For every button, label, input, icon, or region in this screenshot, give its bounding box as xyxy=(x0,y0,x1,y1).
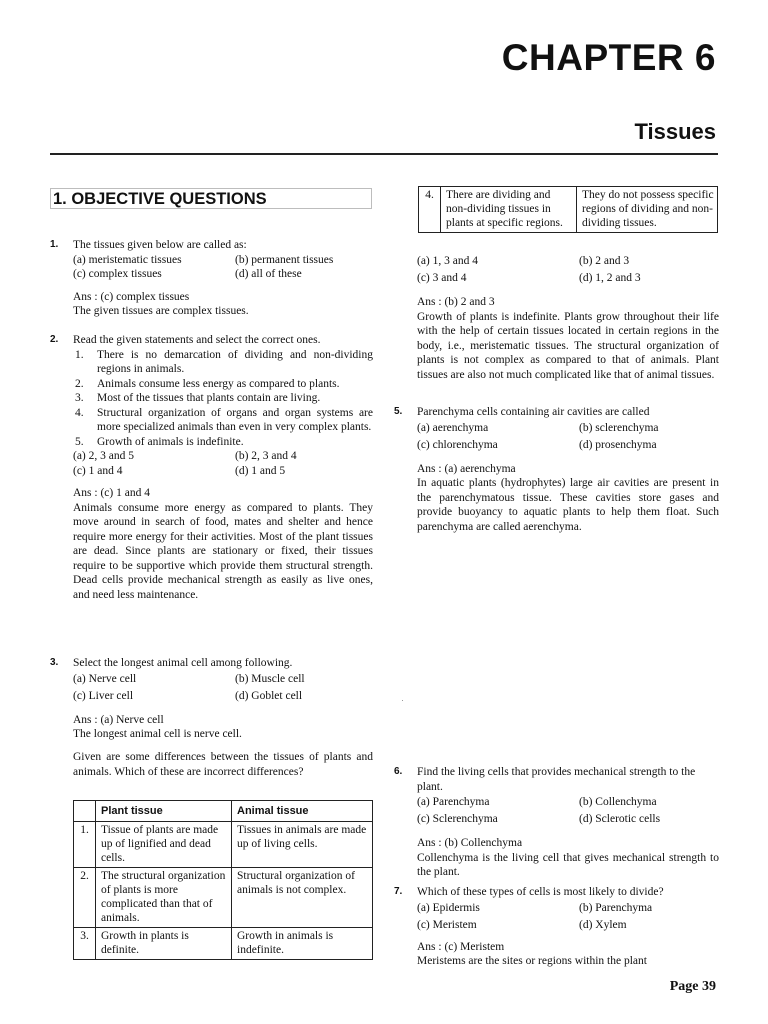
option-b: (b) Collenchyma xyxy=(579,796,657,808)
explanation: The given tissues are complex tissues. xyxy=(73,305,249,317)
question-5 xyxy=(394,405,719,534)
statement-text: Structural organization of organs and organ systems are more specialized animals than even in very complex plants. xyxy=(97,406,373,433)
table-row xyxy=(74,928,373,960)
option-c: (c) 3 and 4 xyxy=(417,272,467,284)
explanation: Collenchyma is the living cell that gives mechanical strength to the plant. xyxy=(417,851,719,878)
scan-speck xyxy=(402,700,403,701)
row-number: 4. xyxy=(419,187,441,233)
question-6 xyxy=(394,765,719,880)
statement-3 xyxy=(73,391,373,406)
statement-text: There is no demarcation of dividing and non-dividing regions in animals. xyxy=(97,348,373,375)
plant-cell: There are dividing and non-dividing tissues in plants at specific regions. xyxy=(441,187,577,233)
statement-number: 2. xyxy=(75,377,84,390)
question-options xyxy=(73,671,373,705)
question-number: 1. xyxy=(50,239,59,250)
option-b: (b) permanent tissues xyxy=(235,253,334,266)
answer: Ans : (a) aerenchyma xyxy=(417,462,516,475)
question-2 xyxy=(50,333,373,602)
option-c: (c) Meristem xyxy=(417,918,477,931)
option-a: (a) Nerve cell xyxy=(73,672,137,685)
option-b: (b) Parenchyma xyxy=(579,901,653,914)
explanation: Animals consume more energy as compared to plants. They move around in search of food, mates and shelter and hence require more energy for their activities. Most of the plant tissues are dead. Since plants are stationary or fixed, their tissues require to be supportive which provide them structural strength. Dead cells provide mechanical strength as easily as live ones, and need less maintenance. xyxy=(73,501,373,601)
statement-text: Animals consume less energy as compared to plants. xyxy=(97,377,340,390)
question-4-answer xyxy=(417,253,719,382)
answer: Ans : (b) 2 and 3 xyxy=(417,296,495,308)
option-b: (b) sclerenchyma xyxy=(579,421,659,434)
answer: Ans : (c) complex tissues xyxy=(73,290,190,303)
statement-5 xyxy=(73,435,373,450)
section-heading: 1. OBJECTIVE QUESTIONS xyxy=(50,188,372,209)
header-rule xyxy=(50,153,718,155)
question-options xyxy=(417,794,719,828)
option-a: (a) 1, 3 and 4 xyxy=(417,255,478,267)
page-number: Page 39 xyxy=(669,979,716,994)
table-row xyxy=(419,187,718,233)
question-stem: Select the longest animal cell among following. xyxy=(73,657,293,669)
animal-cell: Growth in animals is indefinite. xyxy=(232,928,373,960)
option-d: (d) Sclerotic cells xyxy=(579,813,661,825)
option-d: (d) 1, 2 and 3 xyxy=(579,272,641,284)
statement-text: Most of the tissues that plants contain are living. xyxy=(97,392,321,404)
option-c: (c) Liver cell xyxy=(73,689,134,702)
question-3 xyxy=(50,656,373,742)
option-d: (d) all of these xyxy=(235,268,302,280)
question-options xyxy=(417,900,719,934)
question-options xyxy=(417,420,719,454)
option-a: (a) meristematic tissues xyxy=(73,253,182,266)
question-stem: Find the living cells that provides mechanical strength to the plant. xyxy=(417,766,696,793)
statement-1 xyxy=(73,348,373,377)
column-header-plant: Plant tissue xyxy=(96,801,232,822)
answer: Ans : (b) Collenchyma xyxy=(417,837,523,849)
page-title: Tissues xyxy=(634,119,716,144)
statement-text: Growth of animals is indefinite. xyxy=(97,435,244,448)
question-stem: Parenchyma cells containing air cavities are called xyxy=(417,406,650,418)
option-c: (c) 1 and 4 xyxy=(73,464,123,477)
plant-cell: Tissue of plants are made up of lignified and dead cells. xyxy=(96,822,232,868)
option-d: (d) Goblet cell xyxy=(235,689,303,702)
animal-cell: Structural organization of animals is not complex. xyxy=(232,868,373,928)
statement-number: 4. xyxy=(75,406,84,419)
explanation: Meristems are the sites or regions within the plant xyxy=(417,955,647,967)
question-stem: Read the given statements and select the correct ones. xyxy=(73,334,321,346)
statement-number: 1. xyxy=(75,348,84,361)
question-number: 3. xyxy=(50,657,59,668)
explanation: In aquatic plants (hydrophytes) large air cavities are present in the parenchymatous tissue. These cavities store gases and provide buoyancy to aquatic plants to help them float. Such parenchyma are called aerenchyma. xyxy=(417,477,719,533)
option-d: (d) Xylem xyxy=(579,918,627,931)
option-d: (d) 1 and 5 xyxy=(235,464,286,477)
animal-cell: Tissues in animals are made up of living cells. xyxy=(232,822,373,868)
question-7 xyxy=(394,885,719,969)
question-stem: The tissues given below are called as: xyxy=(73,239,247,251)
explanation: The longest animal cell is nerve cell. xyxy=(73,728,242,740)
question-number: 5. xyxy=(394,406,403,417)
explanation: Growth of plants is indefinite. Plants grow throughout their life with the help of certain tissues located in certain regions in the body, i.e., meristematic tissues. The structural organization of plants is not complex as compared to that of animals. Plant tissues are also not much complicated like that of animal tissues. xyxy=(417,310,719,381)
option-b: (b) 2 and 3 xyxy=(579,255,630,267)
table-row xyxy=(74,822,373,868)
plant-cell: Growth in plants is definite. xyxy=(96,928,232,960)
row-number: 1. xyxy=(74,822,96,868)
option-c: (c) complex tissues xyxy=(73,268,162,280)
answer: Ans : (c) 1 and 4 xyxy=(73,487,150,499)
question-4 xyxy=(73,750,373,779)
option-a: (a) 2, 3 and 5 xyxy=(73,450,134,462)
animal-cell: They do not possess specific regions of dividing and non-dividing tissues. xyxy=(577,187,718,233)
option-c: (c) Sclerenchyma xyxy=(417,813,498,825)
differences-table-continued xyxy=(418,186,718,233)
table-corner xyxy=(74,801,96,822)
statement-4 xyxy=(73,406,373,435)
option-a: (a) aerenchyma xyxy=(417,421,489,434)
differences-table xyxy=(73,800,373,960)
option-b: (b) Muscle cell xyxy=(235,672,305,685)
table-row xyxy=(74,868,373,928)
plant-cell: The structural organization of plants is more complicated than that of animals. xyxy=(96,868,232,928)
chapter-title: CHAPTER 6 xyxy=(501,37,716,78)
row-number: 2. xyxy=(74,868,96,928)
question-stem: Given are some differences between the tissues of plants and animals. Which of these are incorrect differences? xyxy=(73,751,373,778)
answer: Ans : (a) Nerve cell xyxy=(73,713,164,726)
column-header-animal: Animal tissue xyxy=(232,801,373,822)
answer: Ans : (c) Meristem xyxy=(417,940,505,953)
option-c: (c) chlorenchyma xyxy=(417,438,498,451)
question-number: 6. xyxy=(394,766,403,777)
statement-number: 3. xyxy=(75,392,84,404)
question-options xyxy=(73,449,373,478)
row-number: 3. xyxy=(74,928,96,960)
statement-2 xyxy=(73,377,373,392)
option-d: (d) prosenchyma xyxy=(579,438,657,451)
statement-number: 5. xyxy=(75,435,84,448)
table-header-row xyxy=(74,801,373,822)
question-number: 2. xyxy=(50,334,59,345)
option-b: (b) 2, 3 and 4 xyxy=(235,450,297,462)
option-a: (a) Epidermis xyxy=(417,901,480,914)
option-a: (a) Parenchyma xyxy=(417,796,490,808)
question-options xyxy=(417,253,719,287)
question-stem: Which of these types of cells is most likely to divide? xyxy=(417,886,664,898)
question-options xyxy=(73,253,373,282)
question-number: 7. xyxy=(394,886,403,897)
question-1 xyxy=(50,238,373,319)
